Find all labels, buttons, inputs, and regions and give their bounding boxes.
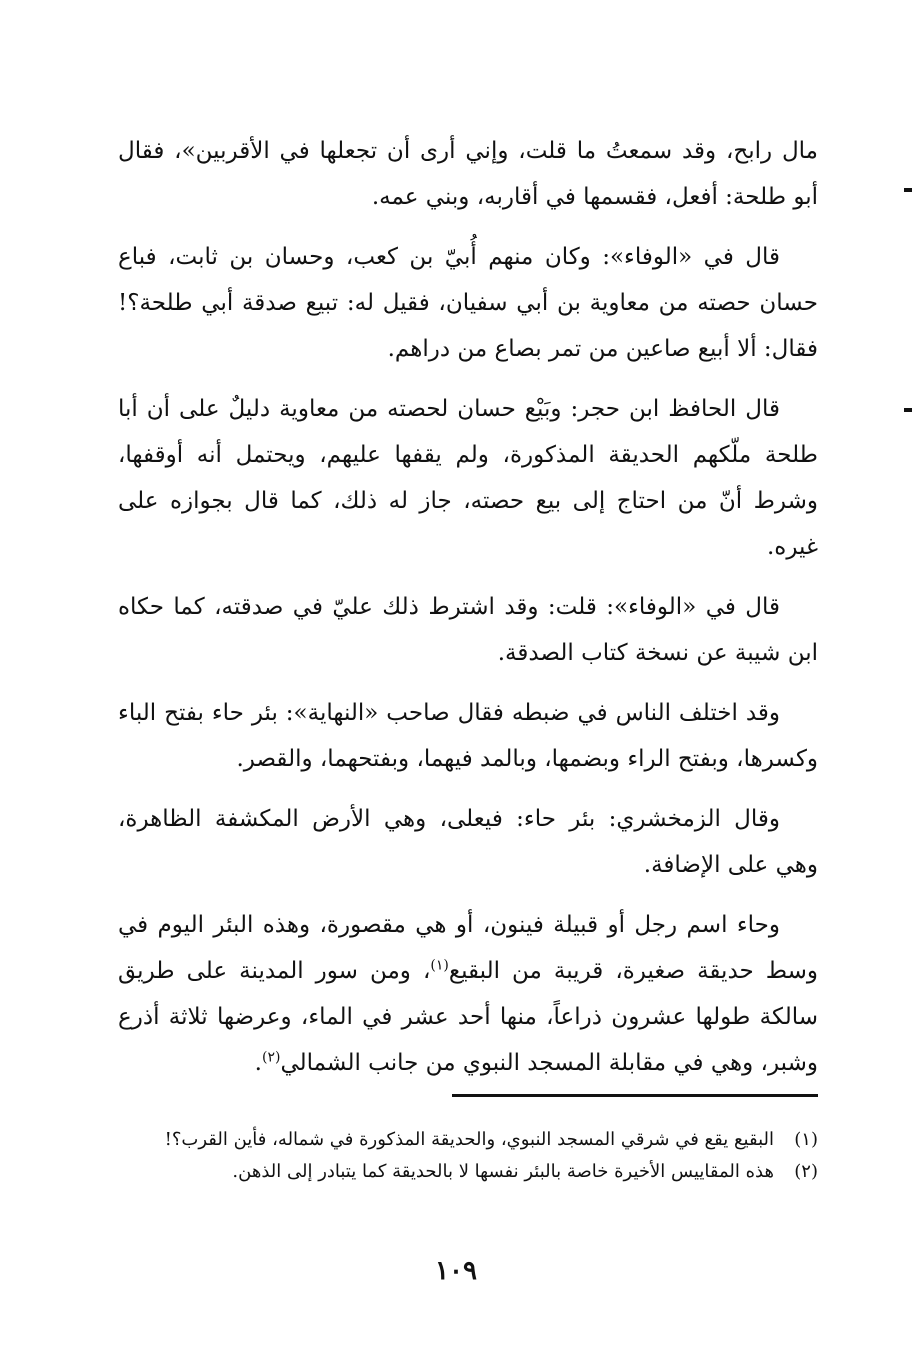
footnote-ref-1: (١) (430, 957, 449, 974)
footnotes (118, 1124, 818, 1188)
footnote-1-text: البقيع يقع في شرقي المسجد النبوي، والحديقة المذكورة في شماله، فأين القرب؟! (164, 1129, 774, 1150)
paragraph-3: قال الحافظ ابن حجر: وبَيْع حسان لحصته من معاوية دليلٌ على أن أبا طلحة ملّكهم الحديقة المذكورة، ولم يقفها عليهم، ويحتمل أنه أوقفها، وشرط أنّ من احتاج إلى بيع حصته، جاز له ذلك، كما قال بجوازه على غيره. (118, 396, 818, 560)
paragraph-7-part-b: ، ومن سور المدينة على طريق سالكة طولها عشرون ذراعاً، منها أحد عشر في الماء، وعرضها ثلاثة أذرع وشبر، وهي في مقابلة المسجد النبوي من جانب الشمالي (118, 958, 818, 1076)
main-text (118, 128, 818, 1100)
paragraph-7 (118, 902, 818, 1086)
paragraph-2: قال في «الوفاء»: وكان منهم أُبيّ بن كعب، وحسان بن ثابت، فباع حسان حصته من معاوية بن أبي سفيان، فقيل له: تبيع صدقة أبي طلحة؟! فقال: ألا أبيع صاعين من تمر بصاع من دراهم. (118, 244, 818, 362)
footnote-separator (452, 1094, 818, 1097)
paragraph-7-part-c: . (254, 1050, 262, 1076)
margin-mark (904, 188, 912, 192)
footnote-2-number: (٢) (794, 1161, 818, 1182)
paragraph-5: وقد اختلف الناس في ضبطه فقال صاحب «النهاية»: بئر حاء بفتح الباء وكسرها، وبفتح الراء وبضمها، وبالمد فيهما، وبفتحهما، والقصر. (118, 700, 818, 772)
margin-mark (904, 408, 912, 412)
footnote-ref-2: (٢) (261, 1049, 281, 1066)
paragraph-6: وقال الزمخشري: بئر حاء: فيعلى، وهي الأرض المكشفة الظاهرة، وهي على الإضافة. (118, 806, 818, 878)
paragraph-4: قال في «الوفاء»: قلت: وقد اشترط ذلك عليّ في صدقته، كما حكاه ابن شيبة عن نسخة كتاب الصدقة. (118, 594, 818, 666)
paragraph-7-part-a: وحاء اسم رجل أو قبيلة فينون، أو هي مقصورة، وهذه البئر اليوم في وسط حديقة صغيرة، قريبة من البقيع (118, 912, 819, 984)
footnote-1-number: (١) (794, 1129, 818, 1150)
footnote-1 (118, 1124, 818, 1156)
page-number: ١٠٩ (435, 1256, 477, 1286)
footnote-2-text: هذه المقاييس الأخيرة خاصة بالبئر نفسها لا بالحديقة كما يتبادر إلى الذهن. (232, 1161, 774, 1182)
paragraph-1: مال رابح، وقد سمعتُ ما قلت، وإني أرى أن تجعلها في الأقربين»، فقال أبو طلحة: أفعل، فقسمها في أقاربه، وبني عمه. (118, 138, 818, 210)
footnote-2 (118, 1156, 818, 1188)
